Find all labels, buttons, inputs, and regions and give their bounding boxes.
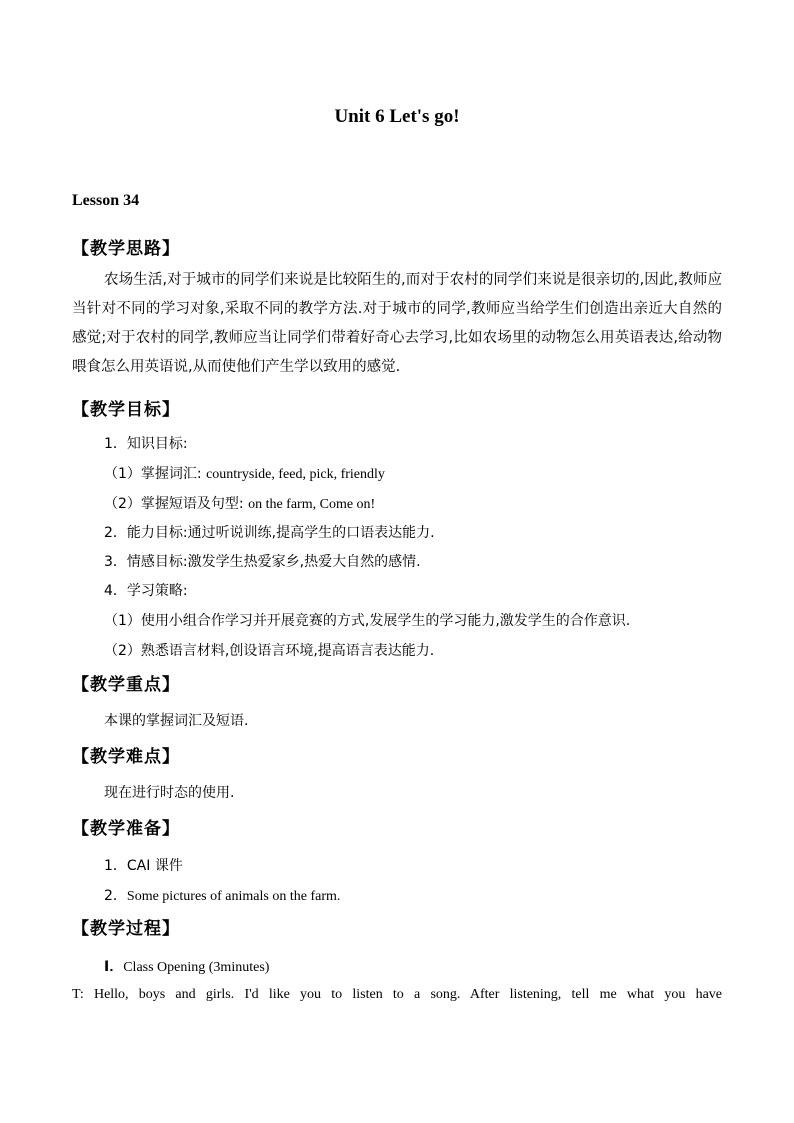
goal-1b-value: on the farm, Come on!: [248, 497, 376, 512]
goal-1: 1．知识目标:: [104, 436, 188, 452]
lesson-label: Lesson 34: [72, 192, 140, 209]
goal-1a-label: （1）掌握词汇:: [104, 466, 207, 482]
process-step-1-text: Class Opening (3minutes): [123, 960, 270, 975]
goal-1b-label: （2）掌握短语及句型:: [104, 496, 249, 512]
goals-heading: 【教学目标】: [72, 400, 180, 420]
preparation-2-text: Some pictures of animals on the farm.: [126, 889, 341, 904]
process-step-1-number: Ⅰ．: [104, 959, 124, 975]
goal-1a: [104, 463, 385, 483]
process-heading: 【教学过程】: [72, 919, 180, 939]
process-step-1: [104, 956, 269, 976]
goal-4a: （1）使用小组合作学习并开展竞赛的方式,发展学生的学习能力,激发学生的合作意识.: [104, 613, 631, 629]
goal-3: 3．情感目标:激发学生热爱家乡,热爱大自然的感情.: [104, 554, 421, 570]
preparation-2-number: 2．: [104, 888, 127, 904]
approach-heading: 【教学思路】: [72, 239, 180, 259]
goal-1a-value: countryside, feed, pick, friendly: [206, 467, 385, 482]
difficulty-heading: 【教学难点】: [72, 747, 180, 767]
goal-2: 2．能力目标:通过听说训练,提高学生的口语表达能力.: [104, 525, 435, 541]
key-points-text: 本课的掌握词汇及短语.: [104, 713, 249, 729]
preparation-2: [104, 885, 340, 905]
process-dialogue-line: T: Hello, boys and girls. I'd like you to listen to a song. After listening, tell me what you have: [72, 987, 722, 1002]
page-title: Unit 6 Let's go!: [334, 106, 460, 127]
approach-paragraph: 农场生活,对于城市的同学们来说是比较陌生的,而对于农村的同学们来说是很亲切的,因此,教师应当针对不同的学习对象,采取不同的教学方法.对于城市的同学,教师应当给学生们创造出亲近大自然的感觉;对于农村的同学,教师应当让同学们带着好奇心去学习,比如农场里的动物怎么用英语表达,给动物喂食怎么用英语说,从而使他们产生学以致用的感觉.: [72, 272, 722, 375]
preparation-heading: 【教学准备】: [72, 819, 180, 839]
key-points-heading: 【教学重点】: [72, 675, 180, 695]
goal-4b: （2）熟悉语言材料,创设语言环境,提高语言表达能力.: [104, 643, 435, 659]
goal-4: 4．学习策略:: [104, 583, 188, 599]
difficulty-text: 现在进行时态的使用.: [104, 785, 235, 801]
preparation-1: 1．CAI 课件: [104, 858, 183, 874]
goal-1b: [104, 493, 375, 513]
